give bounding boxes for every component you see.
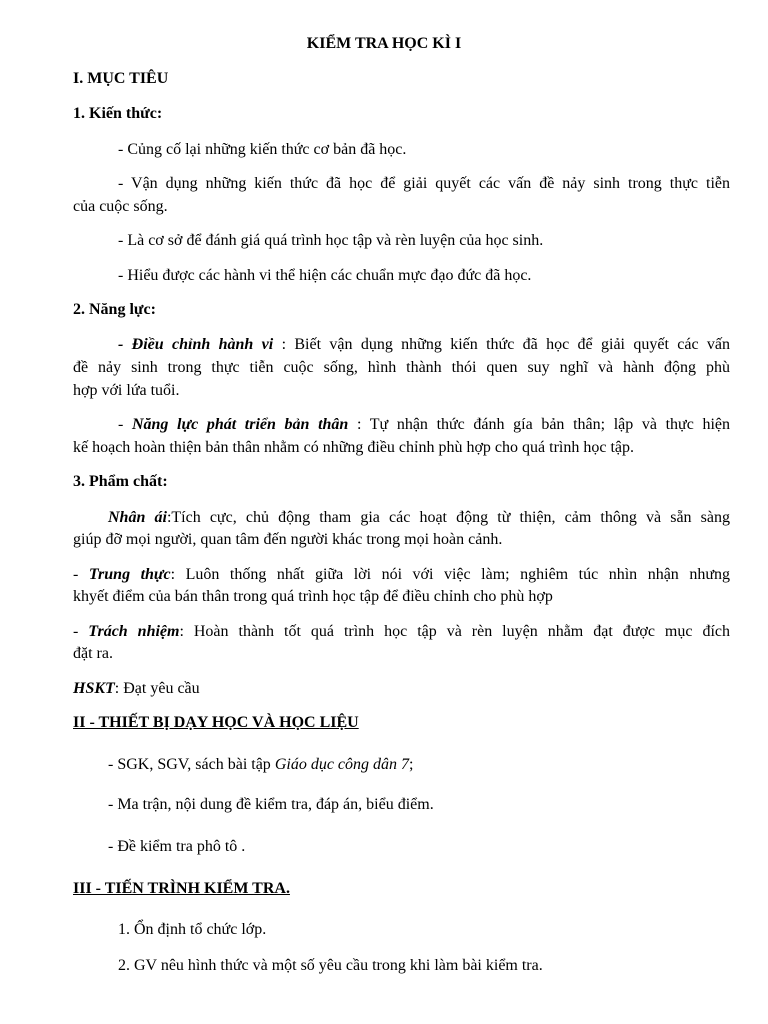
knowledge-item-1: - Củng cố lại những kiến thức cơ bản đã học. [118,141,407,158]
section-heading-objectives: I. MỤC TIÊU [73,70,169,87]
quality-responsibility-dash: - [73,623,89,640]
quality-responsibility-line-1 [73,621,730,643]
ability-item-2-dash: - [118,416,132,433]
equipment-item-1-suffix: ; [409,756,414,773]
hskt-line [73,678,730,700]
ability-item-1-label: - Điều chỉnh hành vi [118,336,274,353]
equipment-item-2: - Ma trận, nội dung đề kiểm tra, đáp án, biểu điểm. [108,796,434,813]
knowledge-item-4: - Hiểu được các hành vi thể hiện các chuẩn mực đạo đức đã học. [118,267,532,284]
ability-item-1-line-3: hợp với lứa tuổi. [73,382,180,399]
quality-responsibility-label: Trách nhiệm [88,623,180,640]
quality-responsibility-text: : Hoàn thành tốt quá trình học tập và rèn luyện nhằm đạt được mục đích [179,623,730,640]
knowledge-item-2-line-1: - Vận dụng những kiến thức đã học để giải quyết các vấn đề nảy sinh trong thực tiễn [118,175,730,192]
equipment-item-1-prefix: - SGK, SGV, sách bài tập [108,756,275,773]
ability-item-2-line-2: kế hoạch hoàn thiện bản thân nhằm có những điều chỉnh phù hợp cho quá trình học tập. [73,439,634,456]
ability-item-2-label: Năng lực phát triển bản thân [131,416,349,433]
quality-honest-line-1 [73,564,730,586]
ability-item-1-line-1 [118,334,730,356]
ability-item-1-text: : Biết vận dụng những kiến thức đã học để giải quyết các vấn [273,336,731,353]
ability-item-2-text: : Tự nhận thức đánh gía bản thân; lập và thực hiện [348,416,731,433]
ability-item-2-line-1 [118,414,730,436]
quality-kind-label: Nhân ái [108,509,167,526]
quality-honest-line-2: khyết điểm của bán thân trong quá trình học tập để điều chỉnh cho phù hợp [73,588,553,605]
section-heading-equipment-text: II - THIẾT BỊ DẠY HỌC VÀ HỌC LIỆU [73,714,359,731]
ability-item-1-line-2: đề nảy sinh trong thực tiễn cuộc sống, hình thành thói quen suy nghĩ và hành động phù [73,359,730,376]
subheading-knowledge: 1. Kiến thức: [73,105,163,122]
hskt-text: : Đạt yêu cầu [114,680,200,697]
equipment-item-1 [108,754,730,776]
quality-responsibility-line-2: đặt ra. [73,645,113,662]
hskt-label: HSKT [73,680,115,697]
process-item-1: 1. Ổn định tổ chức lớp. [118,921,267,938]
equipment-item-3: - Đề kiểm tra phô tô . [108,838,246,855]
quality-honest-label: Trung thực [88,566,171,583]
subheading-ability: 2. Năng lực: [73,301,156,318]
equipment-item-1-book: Giáo dục công dân 7 [274,756,410,773]
subheading-quality: 3. Phẩm chất: [73,473,168,490]
section-heading-process [73,878,730,900]
quality-honest-dash: - [73,566,89,583]
quality-kind-line-1 [108,507,730,529]
quality-kind-line-2: giúp đỡ mọi người, quan tâm đến người khác trong mọi hoàn cảnh. [73,531,503,548]
quality-kind-text: :Tích cực, chủ động tham gia các hoạt động từ thiện, cảm thông và sẵn sàng [166,509,731,526]
section-heading-equipment [73,712,730,734]
knowledge-item-2-line-2: của cuộc sống. [73,198,168,215]
section-heading-process-text: III - TIẾN TRÌNH KIỂM TRA. [73,880,290,897]
document-title: KIỂM TRA HỌC KÌ I [306,35,462,52]
knowledge-item-3: - Là cơ sở để đánh giá quá trình học tập và rèn luyện của học sinh. [118,232,544,249]
quality-honest-text: : Luôn thống nhất giữa lời nói với việc làm; nghiêm túc nhìn nhận nhưng [170,566,730,583]
process-item-2: 2. GV nêu hình thức và một số yêu cầu trong khi làm bài kiểm tra. [118,957,543,974]
